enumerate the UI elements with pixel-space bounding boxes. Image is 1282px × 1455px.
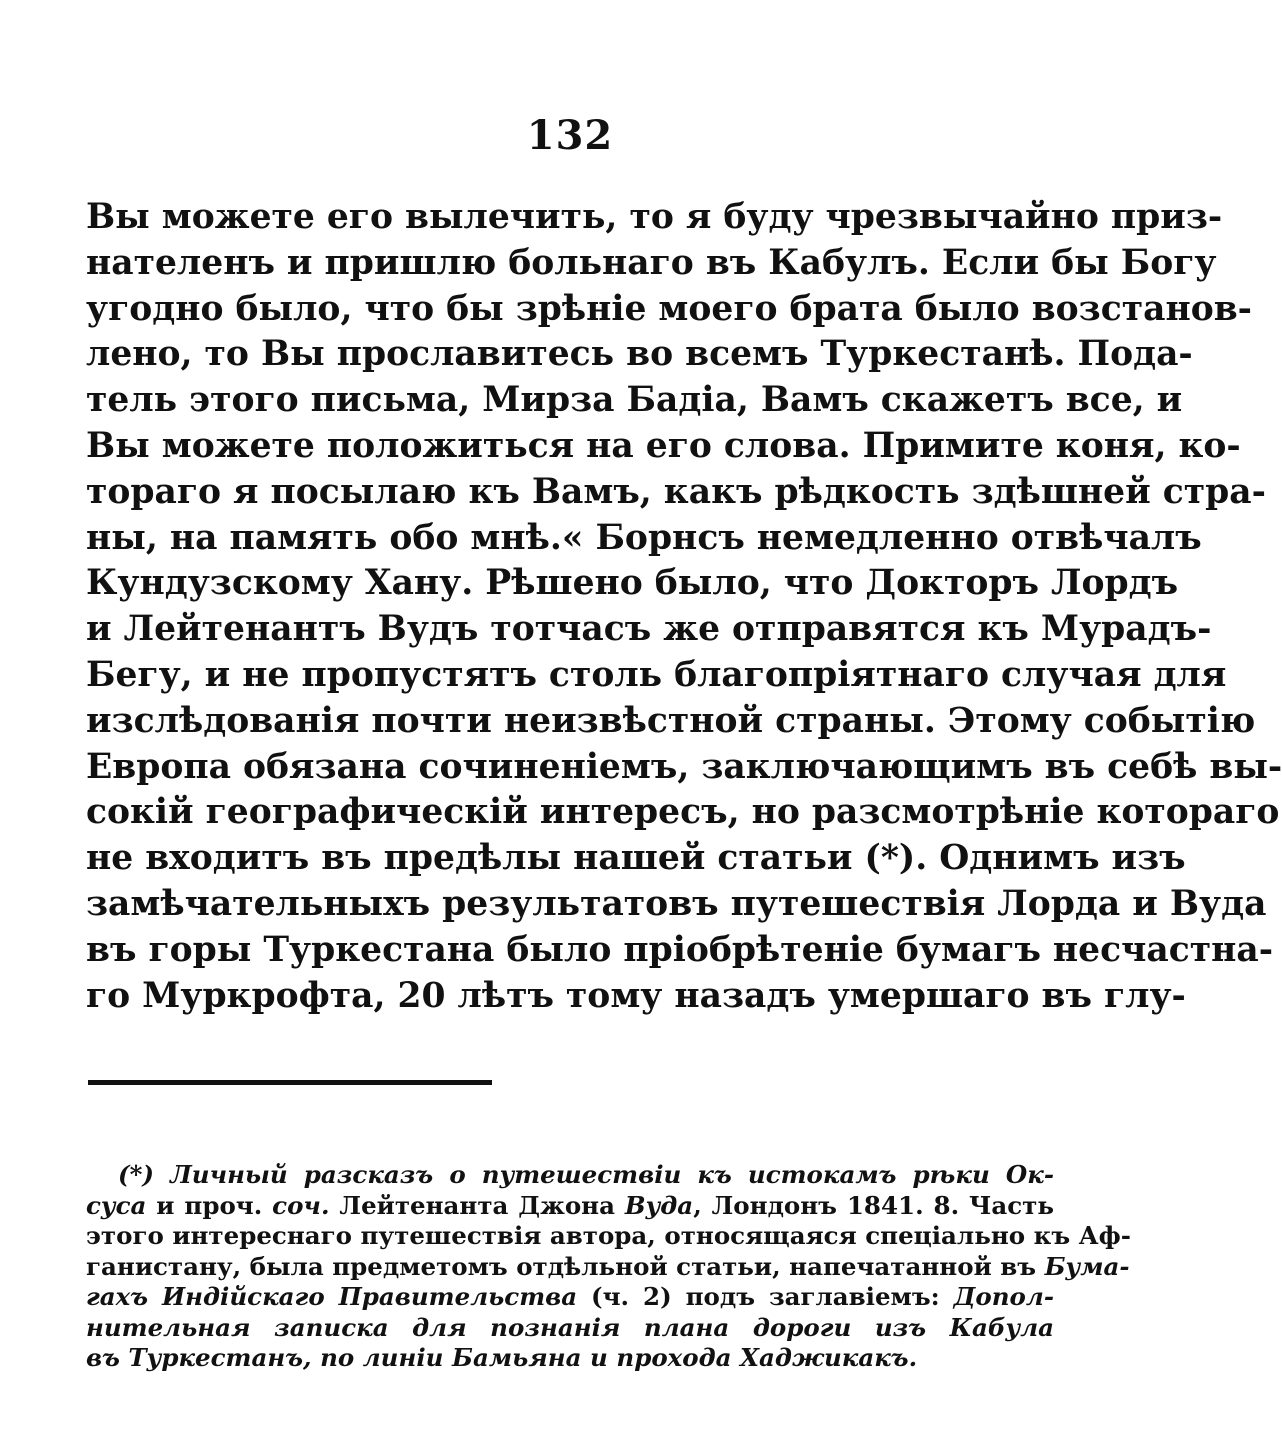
- body-text: [86, 195, 1282, 1019]
- body-line: нателенъ и пришлю больнаго въ Кабулъ. Если бы Богу: [86, 242, 1217, 283]
- footnote-line: [86, 1160, 1054, 1191]
- body-line: изслѣдованія почти неизвѣстной страны. Этому событію: [86, 700, 1256, 741]
- body-line: ны, на память обо мнѣ.« Борнсъ немедленно отвѣчалъ: [86, 517, 1202, 558]
- body-line: тель этого письма, Мирза Бадіа, Вамъ скажетъ все, и: [86, 380, 1183, 421]
- footnote-line: [86, 1343, 1054, 1374]
- body-line: го Муркрофта, 20 лѣтъ тому назадъ умершаго въ глу-: [86, 975, 1186, 1016]
- body-line: и Лейтенантъ Вудъ тотчасъ же отправятся къ Мурадъ-: [86, 609, 1212, 650]
- body-line: въ горы Туркестана было пріобрѣтеніе бумагъ несчастна-: [86, 929, 1274, 970]
- footnote-segment: , Лондонъ 1841. 8. Часть: [693, 1190, 1054, 1220]
- body-line: тораго я посылаю къ Вамъ, какъ рѣдкость здѣшней стра-: [86, 471, 1266, 512]
- footnote: [86, 1160, 1131, 1374]
- footnote-line: [86, 1191, 1054, 1222]
- body-line: Вы можете положиться на его слова. Примите коня, ко-: [86, 425, 1241, 466]
- body-line: замѣчательныхъ результатовъ путешествія Лорда и Вуда: [86, 883, 1267, 924]
- body-line: Европа обязана сочиненіемъ, заключающимъ въ себѣ вы-: [86, 746, 1282, 787]
- body-line: угодно было, что бы зрѣніе моего брата было возстанов-: [86, 288, 1252, 329]
- body-line: не входитъ въ предѣлы нашей статьи (*). Однимъ изъ: [86, 838, 1186, 879]
- page-number: 132: [526, 112, 614, 159]
- footnote-line: [86, 1282, 1054, 1313]
- footnote-segment: Лейтенанта Джона: [329, 1190, 625, 1220]
- footnote-segment: (ч. 2) подъ заглавіемъ:: [577, 1282, 954, 1311]
- footnote-segment: ганистану, была предметомъ отдѣльной статьи, напечатанной въ: [86, 1251, 1045, 1281]
- footnote-segment: суса: [86, 1190, 147, 1220]
- footnote-segment: Допол-: [953, 1282, 1054, 1311]
- footnote-segment: и проч.: [146, 1190, 273, 1220]
- footnote-line: [86, 1251, 1130, 1283]
- body-line: Бегу, и не пропустятъ столь благопріятнаго случая для: [86, 654, 1227, 695]
- footnote-segment: (*) Личный разсказъ о путешествіи къ истокамъ рѣки Ок-: [118, 1160, 1054, 1189]
- footnote-divider: [88, 1080, 492, 1085]
- body-line: лено, то Вы прославитесь во всемъ Туркестанѣ. Пода-: [86, 334, 1193, 375]
- footnote-segment: Бума-: [1044, 1251, 1130, 1281]
- body-line: Кундузскому Хану. Рѣшено было, что Докторъ Лордъ: [86, 563, 1179, 604]
- footnote-line: [86, 1313, 1054, 1344]
- footnote-segment: соч.: [272, 1190, 330, 1220]
- body-line: Вы можете его вылечить, то я буду чрезвычайно приз-: [86, 197, 1223, 237]
- body-line: сокій географическій интересъ, но разсмотрѣніе котораго: [86, 792, 1280, 833]
- footnote-segment: въ Туркестанъ, по линіи Бамьяна и прохода Хаджикакъ.: [86, 1343, 918, 1372]
- footnote-segment: Вуда: [624, 1190, 694, 1220]
- footnote-segment: нительная записка для познанія плана дороги изъ Кабула: [86, 1312, 1054, 1342]
- footnote-line: [86, 1221, 1131, 1252]
- footnote-segment: этого интереснаго путешествія автора, относящаяся спеціально къ Аф-: [86, 1221, 1131, 1250]
- footnote-segment: гахъ Индійскаго Правительства: [86, 1282, 578, 1311]
